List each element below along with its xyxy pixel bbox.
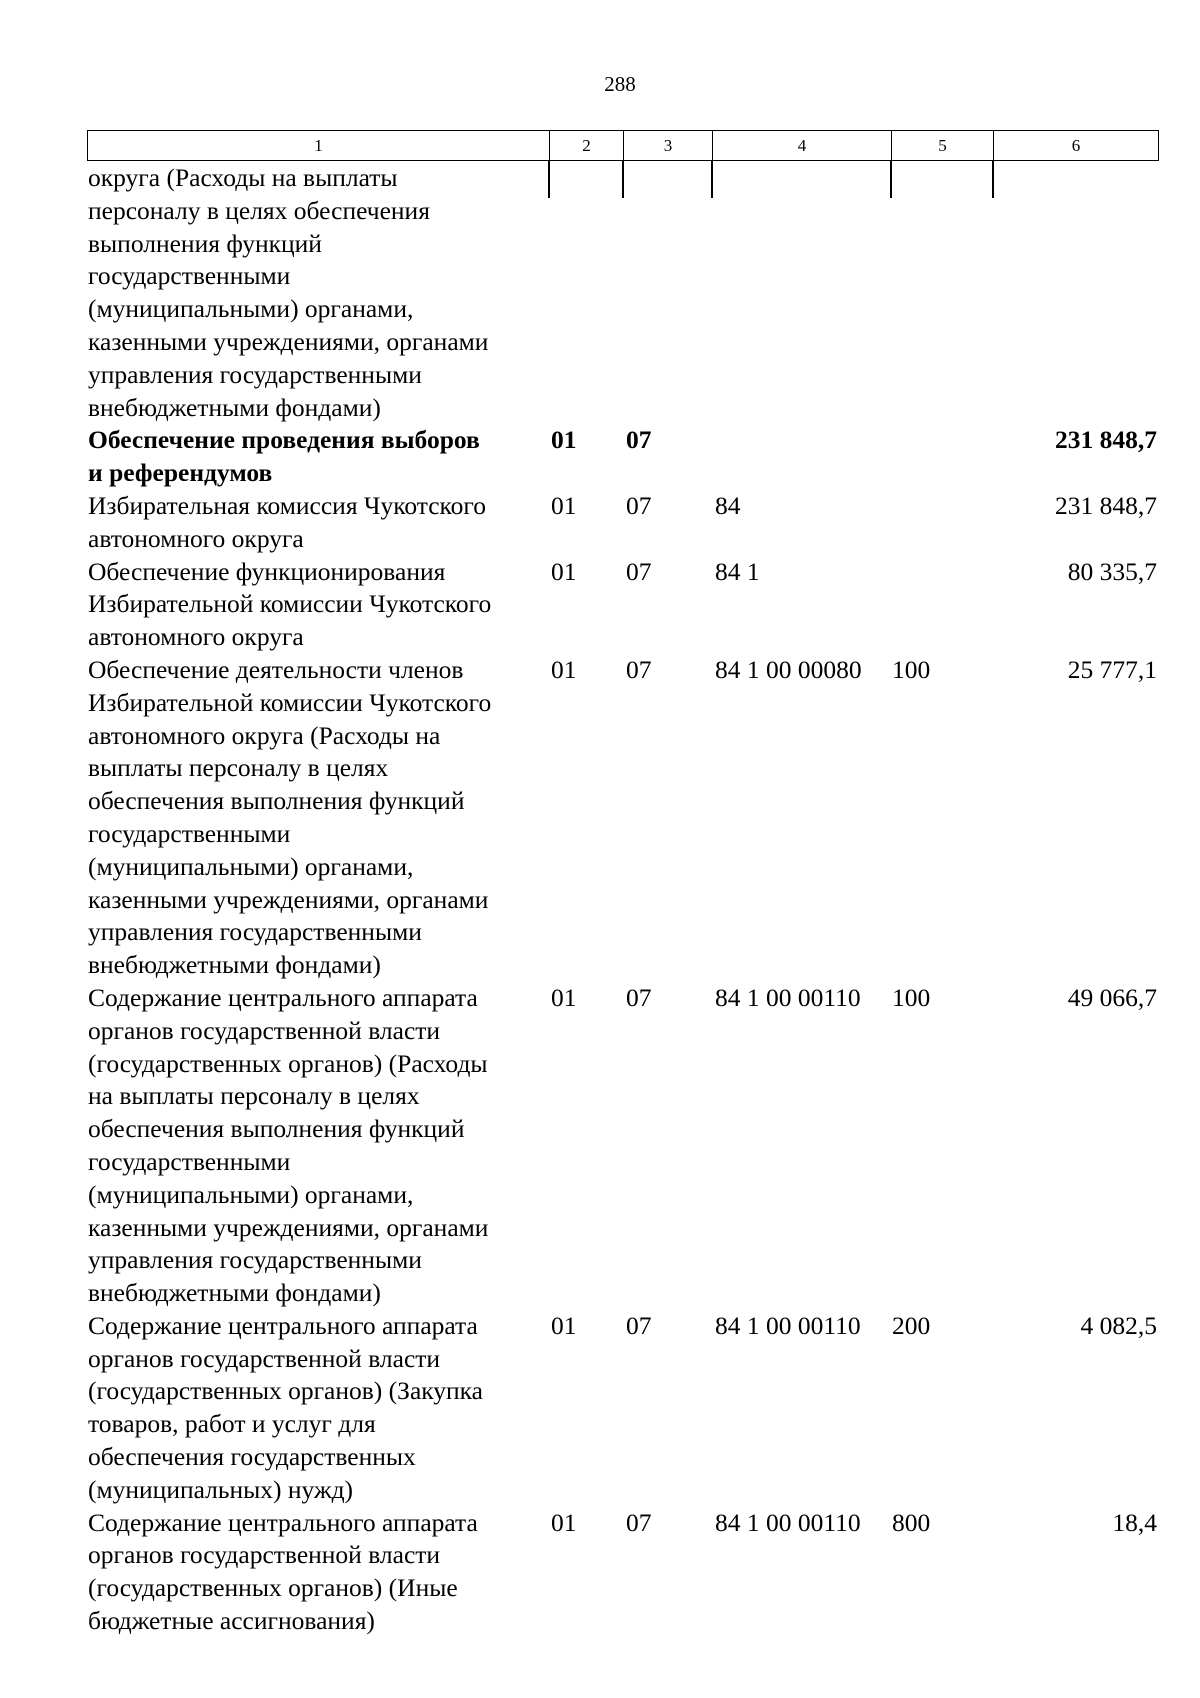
- expense-type-code: 800: [892, 1507, 931, 1537]
- row-description: [88, 490, 549, 556]
- description-line: персоналу в целях обеспечения: [88, 195, 430, 225]
- expense-type-code: [890, 556, 990, 654]
- description-line: (муниципальных) нужд): [88, 1474, 354, 1504]
- subsection-code: 07: [626, 654, 652, 684]
- description-line: казенными учреждениями, органами: [88, 884, 489, 914]
- description-line: (государственных органов) (Закупка: [88, 1376, 484, 1406]
- description-line: товаров, работ и услуг для: [88, 1409, 376, 1439]
- table-header: [87, 130, 1159, 161]
- description-line: казенными учреждениями, органами: [88, 326, 489, 356]
- section-code: 01: [551, 556, 577, 586]
- amount: 25 777,1: [1067, 654, 1157, 684]
- section-code: [549, 162, 624, 424]
- description-line: управления государственными: [88, 1245, 422, 1275]
- target-article-code: [713, 162, 890, 424]
- description-line: на выплаты персоналу в целях: [88, 1081, 420, 1111]
- row-description: [88, 1310, 549, 1507]
- section-code: 01: [551, 490, 577, 520]
- description-line: выполнения функций: [88, 228, 322, 258]
- target-article-code: [713, 424, 890, 490]
- row-description: [88, 654, 549, 982]
- table-row: [88, 556, 1158, 654]
- amount: 80 335,7: [1067, 556, 1157, 586]
- expense-type-code: 100: [892, 982, 931, 1012]
- subsection-code: 07: [626, 556, 652, 586]
- subsection-code: 07: [626, 425, 652, 455]
- description-line: (государственных органов) (Иные: [88, 1573, 458, 1603]
- description-line: (муниципальными) органами,: [88, 851, 414, 881]
- subsection-code: 07: [626, 982, 652, 1012]
- description-line: Избирательная комиссия Чукотского: [88, 490, 486, 520]
- description-line: Содержание центрального аппарата: [88, 1310, 478, 1340]
- section-code: 01: [551, 1507, 577, 1537]
- description-line: (муниципальными) органами,: [88, 294, 414, 324]
- description-line: (государственных органов) (Расходы: [88, 1048, 488, 1078]
- description-line: и референдумов: [88, 458, 273, 488]
- row-description: [88, 556, 549, 654]
- description-line: Содержание центрального аппарата: [88, 1507, 478, 1537]
- target-article-code: 84 1 00 00110: [715, 982, 861, 1012]
- amount: [990, 162, 1158, 424]
- subsection-code: 07: [626, 1310, 652, 1340]
- target-article-code: 84 1 00 00080: [715, 654, 862, 684]
- subsection-code: 07: [626, 490, 652, 520]
- subsection-code: 07: [626, 1507, 652, 1537]
- table-row: [88, 1310, 1158, 1507]
- description-line: обеспечения выполнения функций: [88, 786, 465, 816]
- description-line: государственными: [88, 818, 291, 848]
- table-body: [88, 162, 1158, 1638]
- table-row: [88, 654, 1158, 982]
- table-row: [88, 162, 1158, 424]
- amount: 4 082,5: [1080, 1310, 1157, 1340]
- expense-type-code: [890, 162, 990, 424]
- description-line: Обеспечение функционирования: [88, 556, 446, 586]
- description-line: (муниципальными) органами,: [88, 1179, 414, 1209]
- row-description: [88, 162, 549, 424]
- description-line: округа (Расходы на выплаты: [88, 163, 398, 192]
- amount: 49 066,7: [1067, 982, 1157, 1012]
- row-description: [88, 982, 549, 1310]
- description-line: управления государственными: [88, 917, 422, 947]
- header-col-1: 1: [88, 131, 550, 160]
- amount: 231 848,7: [1055, 490, 1157, 520]
- subsection-code: [624, 162, 713, 424]
- description-line: Избирательной комиссии Чукотского: [88, 589, 492, 619]
- expense-type-code: [890, 424, 990, 490]
- description-line: внебюджетными фондами): [88, 950, 381, 980]
- description-line: автономного округа: [88, 523, 304, 553]
- description-line: государственными: [88, 1146, 291, 1176]
- target-article-code: 84 1 00 00110: [715, 1507, 861, 1537]
- description-line: обеспечения выполнения функций: [88, 1114, 465, 1144]
- section-code: 01: [551, 425, 577, 455]
- expense-type-code: 200: [892, 1310, 931, 1340]
- table-row: [88, 490, 1158, 556]
- description-line: автономного округа: [88, 622, 304, 652]
- page-number: 288: [604, 72, 636, 96]
- description-line: Обеспечение деятельности членов: [88, 654, 464, 684]
- description-line: казенными учреждениями, органами: [88, 1212, 489, 1242]
- table-row: [88, 982, 1158, 1310]
- row-description: [88, 424, 549, 490]
- section-code: 01: [551, 654, 577, 684]
- header-col-6: 6: [1071, 135, 1081, 155]
- header-col-5: 5: [892, 131, 994, 160]
- expense-type-code: [890, 490, 990, 556]
- section-code: 01: [551, 982, 577, 1012]
- description-line: внебюджетными фондами): [88, 392, 381, 422]
- description-line: органов государственной власти: [88, 1343, 441, 1373]
- description-line: обеспечения государственных: [88, 1442, 416, 1472]
- section-code: 01: [551, 1310, 577, 1340]
- header-col-2: 2: [550, 131, 624, 160]
- description-line: управления государственными: [88, 359, 422, 389]
- target-article-code: 84: [715, 490, 741, 520]
- description-line: органов государственной власти: [88, 1015, 441, 1045]
- target-article-code: 84 1 00 00110: [715, 1310, 861, 1340]
- header-col-4: 4: [713, 131, 892, 160]
- amount: 18,4: [1112, 1507, 1157, 1537]
- header-col-3: 3: [624, 131, 713, 160]
- description-line: выплаты персоналу в целях: [88, 753, 389, 783]
- table-row: [88, 424, 1158, 490]
- target-article-code: 84 1: [715, 556, 760, 586]
- expense-type-code: 100: [892, 654, 931, 684]
- amount: 231 848,7: [1055, 425, 1157, 455]
- description-line: Обеспечение проведения выборов: [88, 425, 480, 455]
- description-line: Содержание центрального аппарата: [88, 982, 478, 1012]
- description-line: органов государственной власти: [88, 1540, 441, 1570]
- description-line: автономного округа (Расходы на: [88, 720, 441, 750]
- description-line: государственными: [88, 261, 291, 291]
- description-line: Избирательной комиссии Чукотского: [88, 687, 492, 717]
- description-line: внебюджетными фондами): [88, 1278, 381, 1308]
- row-description: [88, 1507, 549, 1638]
- table-row: [88, 1507, 1158, 1638]
- description-line: бюджетные ассигнования): [88, 1606, 375, 1636]
